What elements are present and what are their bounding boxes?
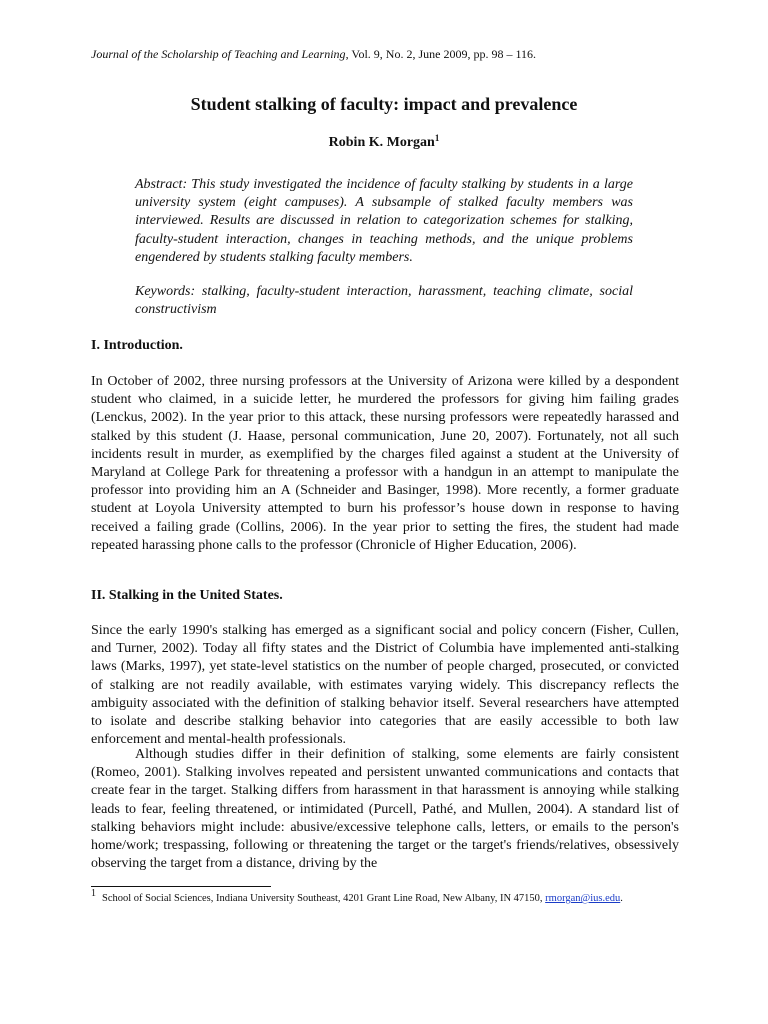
author-line: [0, 134, 768, 152]
abstract: Abstract: This study investigated the incidence of faculty stalking by students in a large university system (eight campuses). A subsample of stalked faculty members was interviewed. Results are discussed in relation to categorization schemes for stalking, faculty-student interaction, changes in teaching methods, and the unique problems engendered by students stalking faculty members.: [135, 177, 633, 265]
author-footnote-mark: 1: [434, 133, 440, 143]
author-name: Robin K. Morgan: [328, 135, 435, 150]
footnote: [91, 888, 691, 906]
keywords: Keywords: stalking, faculty-student interaction, harassment, teaching climate, social constructivism: [135, 284, 633, 318]
journal-volume-info: , Vol. 9, No. 2, June 2009, pp. 98 – 116.: [345, 47, 537, 61]
introduction-paragraph: In October of 2002, three nursing professors at the University of Arizona were killed by a despondent student who claimed, in a suicide letter, he murdered the professors for giving him failing grades (Lenckus, 2002). In the year prior to this attack, these nursing professors were repeatedly harassed and stalked by this student (J. Haase, personal communication, June 20, 2007). Fortunately, not all such incidents result in murder, as exemplified by the charges filed against a student at the University of Maryland at College Park for threatening a professor with a handgun in an attempt to manipulate the professor into providing him an A (Schneider and Basinger, 1998). More recently, a former graduate student at Loyola University attempted to burn his professor’s house down in response to having received a failing grade (Collins, 2006). In the year prior to setting the fires, the student had made repeated harassing phone calls to the professor (Chronicle of Higher Education, 2006).: [91, 374, 679, 553]
section-heading-introduction: I. Introduction.: [91, 338, 183, 353]
footnote-divider: [91, 886, 271, 887]
section-heading-stalking-us: II. Stalking in the United States.: [91, 588, 283, 603]
stalking-paragraph-1: Since the early 1990's stalking has emerged as a significant social and policy concern (Fisher, Cullen, and Turner, 2002). Today all fifty states and the District of Columbia have implemented anti-stalking laws (Marks, 1997), yet state-level statistics on the number of people charged, prosecuted, or convicted of stalking are not readily available, with estimates varying widely. This discrepancy reflects the ambiguity associated with the definition of stalking behavior itself. Several researchers have attempted to isolate and describe stalking behavior into categories that are easily accessible to both law enforcement and mental-health professionals.: [91, 623, 679, 748]
stalking-paragraph-2: Although studies differ in their definition of stalking, some elements are fairly consistent (Romeo, 2001). Stalking involves repeated and persistent unwanted communications and contacts that create fear in the target. Stalking differs from harassment in that harassment is annoying while stalking leads to fear, feeling threatened, or intimidated (Purcell, Pathé, and Mullen, 2004). A standard list of stalking behaviors might include: abusive/excessive telephone calls, letters, or emails to the person's home/work; trespassing, following or threatening the target or the target's friends/relatives, obsessively observing the target from a distance, driving by the: [91, 747, 679, 872]
author-email-link[interactable]: rmorgan@ius.edu: [545, 893, 621, 904]
paper-title: Student stalking of faculty: impact and prevalence: [190, 94, 578, 114]
journal-name: Journal of the Scholarship of Teaching and Learning: [91, 47, 346, 61]
footnote-text: School of Social Sciences, Indiana University Southeast, 4201 Grant Line Road, New Albany, IN 47150,: [102, 893, 546, 904]
footnote-trailing: .: [620, 893, 623, 904]
journal-citation-header: [91, 46, 536, 62]
footnote-mark: 1: [91, 888, 96, 899]
